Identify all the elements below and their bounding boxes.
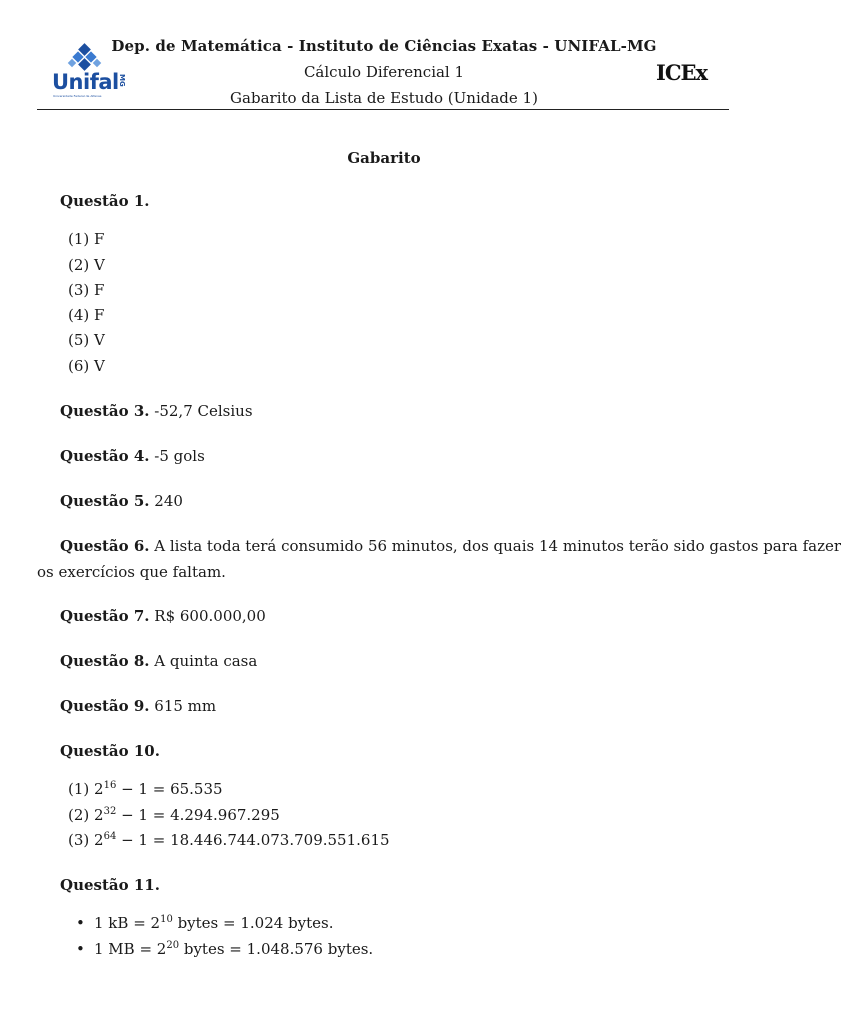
- question-label: Questão 3.: [60, 402, 150, 420]
- list-item: (4) F: [68, 306, 105, 324]
- question-answer: R$ 600.000,00: [154, 607, 266, 625]
- unifal-subtitle: Universidade Federal de Alfenas: [53, 94, 102, 98]
- bullet-icon: •: [76, 940, 85, 958]
- unifal-wordmark: Unifal: [52, 70, 119, 94]
- question-answer: A quinta casa: [154, 652, 258, 670]
- question-answer: 615 mm: [154, 697, 217, 715]
- question-6-continuation: os exercícios que faltam.: [37, 563, 226, 581]
- list-item: (5) V: [68, 331, 105, 349]
- list-item: [68, 780, 223, 798]
- question-label: Questão 8.: [60, 652, 150, 670]
- list-item: (6) V: [68, 357, 105, 375]
- question-label: Questão 7.: [60, 607, 150, 625]
- question-1-heading: [60, 192, 150, 210]
- question-10-heading: [60, 742, 160, 760]
- power-exponent: 16: [103, 780, 117, 791]
- power-base: 2: [94, 831, 104, 849]
- header-course: Cálculo Diferencial 1: [303, 63, 465, 81]
- power-exponent: 10: [160, 914, 173, 925]
- power-base: 2: [94, 780, 104, 798]
- list-item: (1) F: [68, 230, 105, 248]
- item-number: (2): [68, 806, 90, 824]
- list-item: (2) V: [68, 256, 105, 274]
- unifal-mg-mark: MG: [118, 74, 126, 87]
- header-subtitle: Gabarito da Lista de Estudo (Unidade 1): [230, 89, 538, 107]
- equation-rest: − 1 = 18.446.744.073.709.551.615: [116, 831, 390, 849]
- power-exponent: 64: [103, 831, 117, 842]
- question-answer: -5 gols: [154, 447, 205, 465]
- question-label: Questão 4.: [60, 447, 150, 465]
- question-label: Questão 10.: [60, 742, 160, 760]
- question-label: Questão 9.: [60, 697, 150, 715]
- question-answer: A lista toda terá consumido 56 minutos, dos quais 14 minutos terão sido gastos para fazer: [154, 537, 841, 555]
- header-rule: [37, 109, 729, 110]
- question-8: [60, 652, 257, 670]
- power-exponent: 32: [103, 806, 117, 817]
- header-institution: Dep. de Matemática - Instituto de Ciências Exatas - UNIFAL-MG: [111, 37, 657, 55]
- question-3: [60, 402, 253, 420]
- list-item: [76, 914, 334, 932]
- equation-post: bytes = 1.048.576 bytes.: [179, 940, 374, 958]
- question-label: Questão 5.: [60, 492, 150, 510]
- question-5: [60, 492, 183, 510]
- list-item: [68, 806, 280, 824]
- icex-logo: ICEx: [656, 60, 708, 85]
- power-exponent: 20: [166, 940, 180, 951]
- item-number: (1): [68, 780, 90, 798]
- list-item: [76, 940, 373, 958]
- page-title: Gabarito: [347, 149, 421, 167]
- equation-pre: 1 MB = 2: [94, 940, 167, 958]
- item-number: (3): [68, 831, 90, 849]
- question-7: [60, 607, 266, 625]
- question-9: [60, 697, 216, 715]
- question-answer: -52,7 Celsius: [154, 402, 253, 420]
- question-6: [60, 537, 841, 555]
- list-item: [68, 831, 390, 849]
- list-item: (3) F: [68, 281, 105, 299]
- question-4: [60, 447, 205, 465]
- question-answer: 240: [154, 492, 183, 510]
- bullet-icon: •: [76, 914, 85, 932]
- question-label: Questão 11.: [60, 876, 160, 894]
- question-label: Questão 6.: [60, 537, 150, 555]
- equation-rest: − 1 = 4.294.967.295: [116, 806, 280, 824]
- question-label: Questão 1.: [60, 192, 150, 210]
- equation-rest: − 1 = 65.535: [116, 780, 223, 798]
- question-11-heading: [60, 876, 160, 894]
- equation-post: bytes = 1.024 bytes.: [172, 914, 334, 932]
- equation-pre: 1 kB = 2: [94, 914, 161, 932]
- power-base: 2: [94, 806, 104, 824]
